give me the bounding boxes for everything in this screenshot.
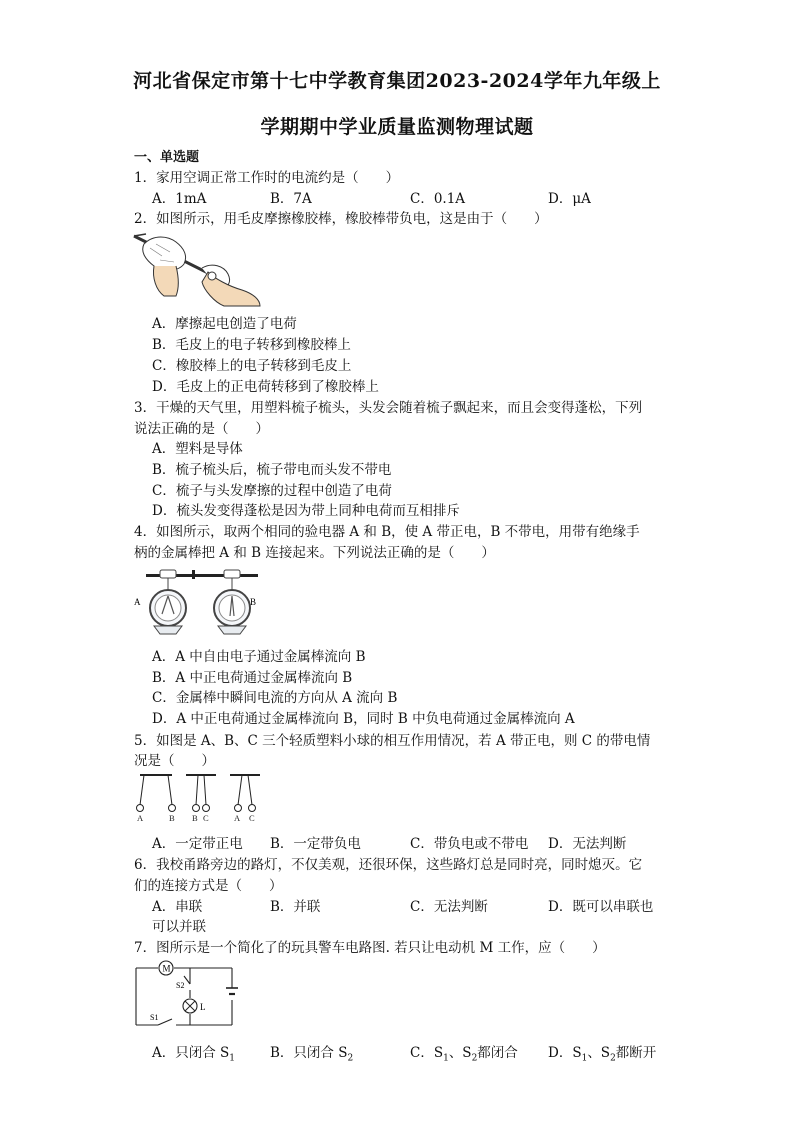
q4-option-d: D．A 中正电荷通过金属棒流向 B，同时 B 中负电荷通过金属棒流向 A xyxy=(152,711,575,727)
q5-option-b: B．一定带负电 xyxy=(270,836,361,852)
q1-option-d: D．μA xyxy=(548,191,591,207)
q4-stem-line2: 柄的金属棒把 A 和 B 连接起来。下列说法正确的是（ ） xyxy=(134,545,495,561)
toy-police-car-circuit-figure xyxy=(132,958,242,1030)
q7-option-b: B．只闭合 $S_2$ xyxy=(270,1045,354,1064)
ball-label: B xyxy=(169,813,175,823)
lamp-label: L xyxy=(200,1002,206,1012)
switch-s2-label: S2 xyxy=(176,981,185,990)
electroscope-figure xyxy=(132,568,262,640)
q6-option-d-continuation: 可以并联 xyxy=(152,919,206,935)
q4-option-b: B．A 中正电荷通过金属棒流向 B xyxy=(152,670,353,686)
q6-option-a: A．串联 xyxy=(152,899,203,915)
fur-rubbing-rod-figure xyxy=(132,226,262,308)
q3-stem-line1: 3．干燥的天气里，用塑料梳子梳头，头发会随着梳子飘起来，而且会变得蓬松，下列 xyxy=(134,400,643,416)
q2-stem: 2．如图所示，用毛皮摩擦橡胶棒，橡胶棒带负电，这是由于（ ） xyxy=(134,211,548,227)
q3-option-a: A．塑料是导体 xyxy=(152,441,243,457)
ball-label: A xyxy=(137,813,144,823)
q7-option-a: A．只闭合 $S_1$ xyxy=(152,1045,236,1064)
q2-option-a: A．摩擦起电创造了电荷 xyxy=(152,316,297,332)
q4-stem-line1: 4．如图所示，取两个相同的验电器 A 和 B，使 A 带正电，B 不带电，用带有绝缘手 xyxy=(134,524,640,540)
q5-option-a: A．一定带正电 xyxy=(152,836,243,852)
q5-stem-line1: 5．如图是 A、B、C 三个轻质塑料小球的相互作用情况，若 A 带正电，则 C 的带电情 xyxy=(134,733,651,749)
q4-option-c: C．金属棒中瞬间电流的方向从 A 流向 B xyxy=(152,690,398,706)
q6-stem-line2: 们的连接方式是（ ） xyxy=(134,878,283,894)
q7-stem: 7．图所示是一个简化了的玩具警车电路图. 若只让电动机 M 工作，应（ ） xyxy=(134,940,606,956)
q6-option-d: D．既可以串联也 xyxy=(548,899,654,915)
ball-label: C xyxy=(203,813,209,823)
q5-option-c: C．带负电或不带电 xyxy=(410,836,529,852)
ball-label: C xyxy=(249,813,255,823)
q6-stem-line1: 6．我校甬路旁边的路灯，不仅美观，还很环保，这些路灯总是同时亮，同时熄灭。它 xyxy=(134,857,643,873)
electroscope-label-a: A xyxy=(134,597,141,607)
q1-option-c: C．0.1A xyxy=(410,191,466,207)
q4-option-a: A．A 中自由电子通过金属棒流向 B xyxy=(152,649,366,665)
section-heading: 一、单选题 xyxy=(134,150,200,165)
q3-option-c: C．梳子与头发摩擦的过程中创造了电荷 xyxy=(152,483,392,499)
switch-s1-label: S1 xyxy=(150,1013,159,1022)
q5-stem-line2: 况是（ ） xyxy=(134,753,215,769)
q2-option-d: D．毛皮上的正电荷转移到了橡胶棒上 xyxy=(152,379,379,395)
q1-stem: 1．家用空调正常工作时的电流约是（ ） xyxy=(134,170,400,186)
q1-option-b: B．7A xyxy=(270,191,312,207)
q1-option-a: A．1mA xyxy=(152,191,207,207)
motor-label: M xyxy=(162,963,171,974)
document-title-line2: 学期期中学业质量监测物理试题 xyxy=(260,116,534,138)
electroscope-label-b: B xyxy=(250,597,257,607)
ball-label: A xyxy=(234,813,241,823)
q5-option-d: D．无法判断 xyxy=(548,836,627,852)
q2-option-c: C．橡胶棒上的电子转移到毛皮上 xyxy=(152,358,352,374)
q3-stem-line2: 说法正确的是（ ） xyxy=(134,421,269,437)
document-title-line1: 河北省保定市第十七中学教育集团2023-2024学年九年级上 xyxy=(133,70,661,92)
q6-option-c: C．无法判断 xyxy=(410,899,488,915)
q2-option-b: B．毛皮上的电子转移到橡胶棒上 xyxy=(152,337,351,353)
charged-balls-figure xyxy=(132,772,262,824)
ball-label: B xyxy=(192,813,198,823)
q3-option-b: B．梳子梳头后，梳子带电而头发不带电 xyxy=(152,462,392,478)
q6-option-b: B．并联 xyxy=(270,899,321,915)
q7-option-c: C．$S_1$、$S_2$都闭合 xyxy=(410,1045,518,1064)
q3-option-d: D．梳头发变得蓬松是因为带上同种电荷而互相排斥 xyxy=(152,503,460,519)
q7-option-d: D．$S_1$、$S_2$都断开 xyxy=(548,1045,657,1064)
